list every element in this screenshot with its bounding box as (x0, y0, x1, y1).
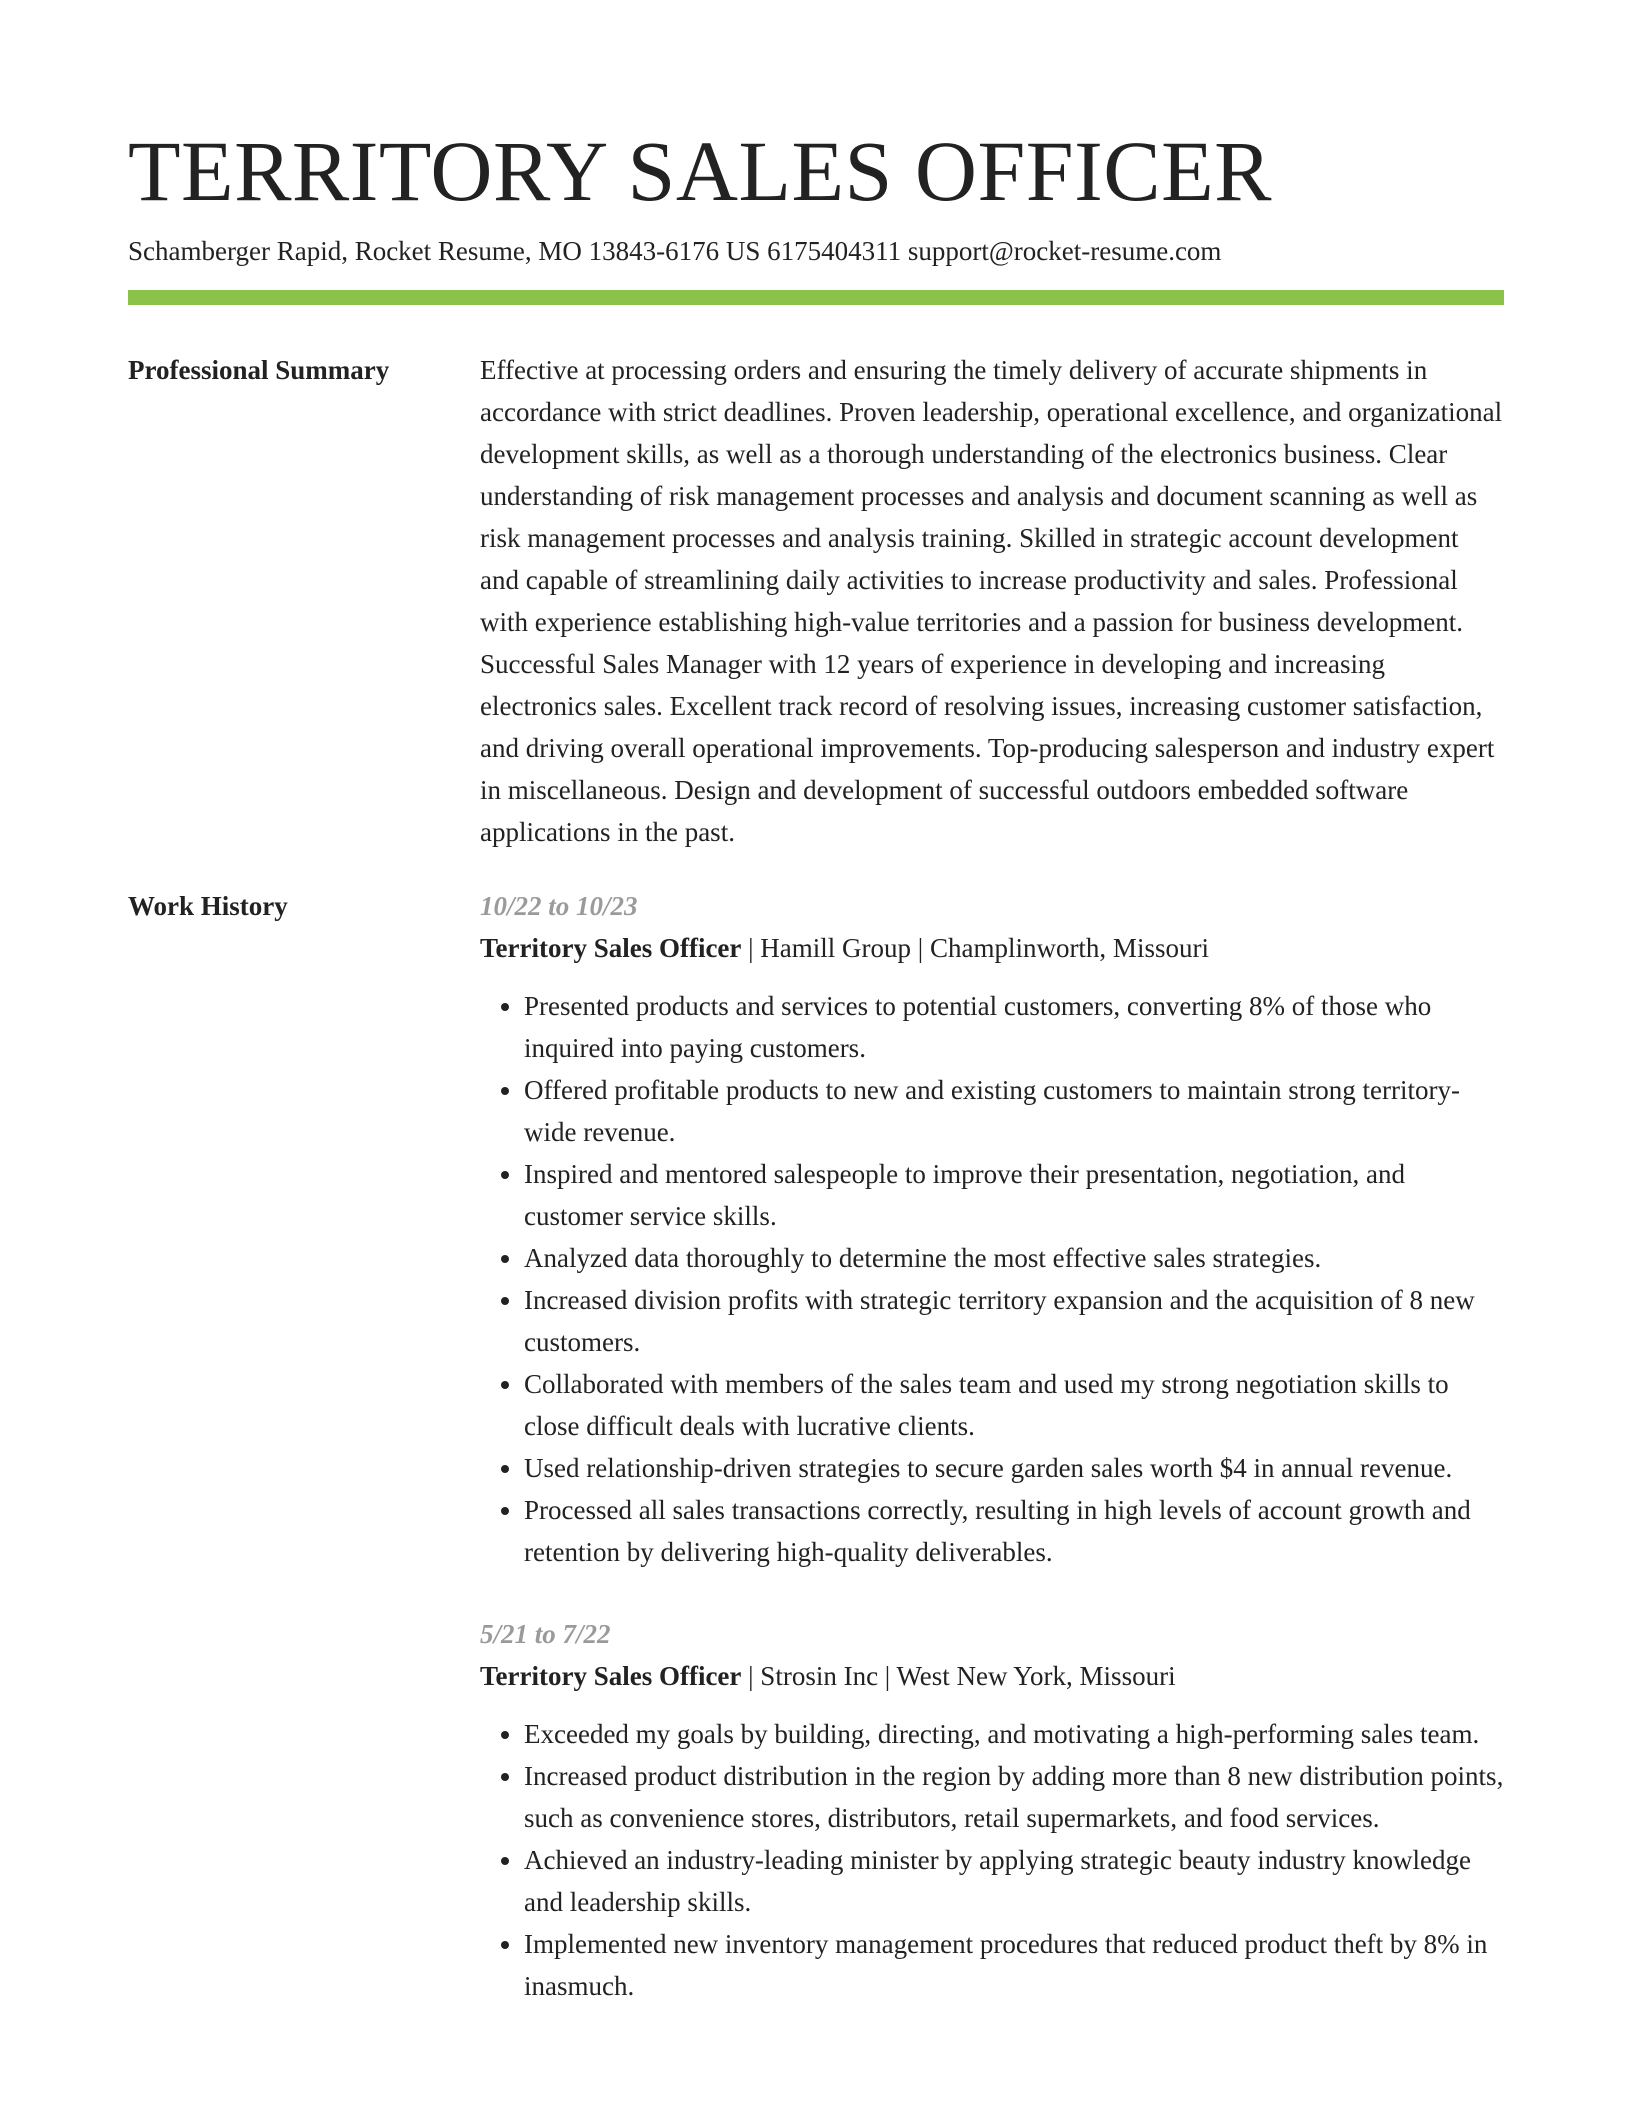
contact-line: Schamberger Rapid, Rocket Resume, MO 13843-6176 US 6175404311 support@rocket-resume.com (128, 236, 1222, 266)
job-dates: 5/21 to 7/22 (480, 1619, 611, 1649)
job-bullet: • Processed all sales transactions correctly, resulting in high levels of account growth and retention by delivering high-quality deliverables. (524, 1489, 1504, 1573)
professional-summary-section (128, 349, 1504, 853)
job-bullet: • Presented products and services to potential customers, converting 8% of those who inquired into paying customers. (524, 985, 1504, 1069)
job-bullet: • Implemented new inventory management procedures that reduced product theft by 8% in inasmuch. (524, 1923, 1504, 2007)
job-bullet: • Used relationship-driven strategies to secure garden sales worth $4 in annual revenue. (524, 1447, 1504, 1489)
summary-paragraph: Effective at processing orders and ensuring the timely delivery of accurate shipments in accordance with strict deadlines. Proven leadership, operational excellence, and organizational development skills, as well as a thorough understanding of the electronics business. Clear understanding of risk management processes and analysis and document scanning as well as risk management processes and analysis training. Skilled in strategic account development and capable of streamlining daily activities to increase productivity and sales. Professional with experience establishing high-value territories and a passion for business development. Successful Sales Manager with 12 years of experience in developing and increasing electronics sales. Excellent track record of resolving issues, increasing customer satisfaction, and driving overall operational improvements. Top-producing salesperson and industry expert in miscellaneous. Design and development of successful outdoors embedded software applications in the past. (480, 355, 1503, 847)
section-label-summary: Professional Summary (128, 355, 390, 385)
job-entry (480, 885, 1504, 1573)
job-bullet: • Analyzed data thoroughly to determine the most effective sales strategies. (524, 1237, 1504, 1279)
job-bullet: • Increased division profits with strategic territory expansion and the acquisition of 8 new customers. (524, 1279, 1504, 1363)
job-bullet: • Offered profitable products to new and existing customers to maintain strong territory-wide revenue. (524, 1069, 1504, 1153)
work-history-list (480, 885, 1504, 2047)
job-bullet: • Exceeded my goals by building, directing, and motivating a high-performing sales team. (524, 1713, 1504, 1755)
job-bullet: • Inspired and mentored salespeople to improve their presentation, negotiation, and customer service skills. (524, 1153, 1504, 1237)
header-divider (128, 290, 1504, 305)
job-dates: 10/22 to 10/23 (480, 891, 638, 921)
candidate-name: TERRITORY SALES OFFICER (128, 123, 1273, 219)
job-bullets (480, 1713, 1504, 2007)
job-bullet: • Increased product distribution in the region by adding more than 8 new distribution points, such as convenience stores, distributors, retail supermarkets, and food services. (524, 1755, 1504, 1839)
job-bullet: • Achieved an industry-leading minister by applying strategic beauty industry knowledge and leadership skills. (524, 1839, 1504, 1923)
job-bullet: • Collaborated with members of the sales team and used my strong negotiation skills to close difficult deals with lucrative clients. (524, 1363, 1504, 1447)
job-details: | Hamill Group | Champlinworth, Missouri (741, 933, 1209, 963)
job-entry (480, 1613, 1504, 2007)
job-title: Territory Sales Officer (480, 933, 742, 963)
job-title-line (480, 1655, 1504, 1697)
job-details: | Strosin Inc | West New York, Missouri (741, 1661, 1176, 1691)
job-bullets (480, 985, 1504, 1573)
section-label-work: Work History (128, 891, 288, 921)
job-title-line (480, 927, 1504, 969)
job-title: Territory Sales Officer (480, 1661, 742, 1691)
resume-page (128, 0, 1504, 2001)
summary-text (480, 349, 1504, 853)
work-history-section (128, 885, 1504, 2047)
